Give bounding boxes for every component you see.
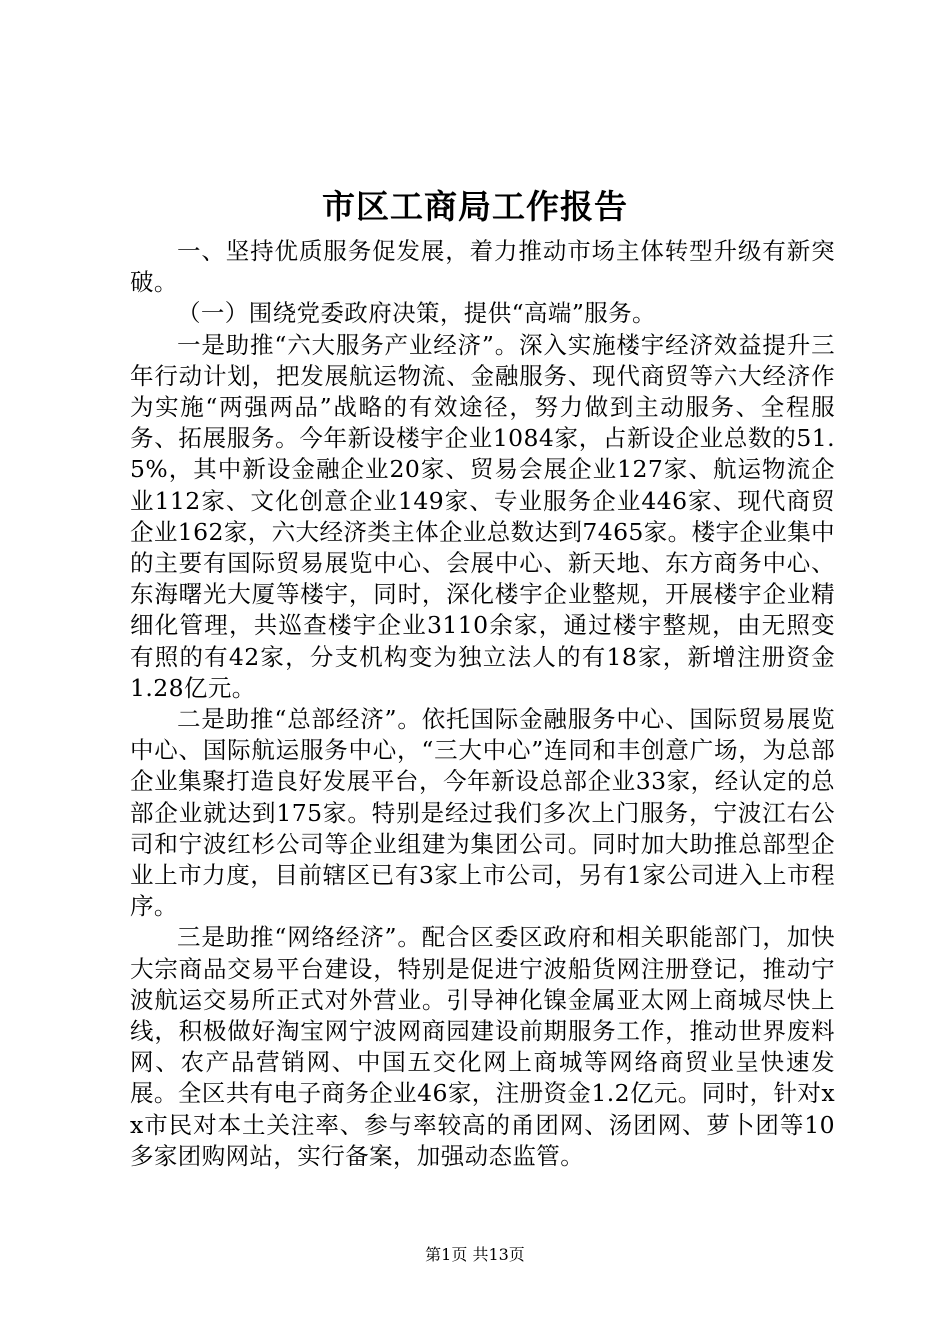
body-paragraph: 三是助推“网络经济”。配合区委区政府和相关职能部门，加快大宗商品交易平台建设，特别是促进宁波船货网注册登记，推动宁波航运交易所正式对外营业。引导神化镍金属亚太网上商城尽快上线，积极做好淘宝网宁波网商园建设前期服务工作，推动世界废料网、农产品营销网、中国五交化网上商城等网络商贸业呈快速发展。全区共有电子商务企业46家，注册资金1.2亿元。同时，针对xx市民对本土关注率、参与率较高的甬团网、汤团网、萝卜团等10多家团购网站，实行备案，加强动态监管。 xyxy=(130,923,835,1170)
section-heading-paragraph: 一、坚持优质服务促发展，着力推动市场主体转型升级有新突破。 xyxy=(130,237,835,297)
subsection-heading-paragraph: （一）围绕党委政府决策，提供“高端”服务。 xyxy=(177,299,656,328)
document-title: 市区工商局工作报告 xyxy=(322,187,628,226)
document-body xyxy=(130,236,835,1172)
page-number-footer: 第1页 共13页 xyxy=(425,1245,525,1264)
body-paragraph: 二是助推“总部经济”。依托国际金融服务中心、国际贸易展览中心、国际航运服务中心，“三大中心”连同和丰创意广场，为总部企业集聚打造良好发展平台，今年新设总部企业33家，经认定的总部企业就达到175家。特别是经过我们多次上门服务，宁波江右公司和宁波红杉公司等企业组建为集团公司。同时加大助推总部型企业上市力度，目前辖区已有3家上市公司，另有1家公司进入上市程序。 xyxy=(130,705,835,921)
body-paragraph: 一是助推“六大服务产业经济”。深入实施楼宇经济效益提升三年行动计划，把发展航运物流、金融服务、现代商贸等六大经济作为实施“两强两品”战略的有效途径，努力做到主动服务、全程服务、拓展服务。今年新设楼宇企业1084家，占新设企业总数的51.5%，其中新设金融企业20家、贸易会展企业127家、航运物流企业112家、文化创意企业149家、专业服务企业446家、现代商贸企业162家，六大经济类主体企业总数达到7465家。楼宇企业集中的主要有国际贸易展览中心、会展中心、新天地、东方商务中心、东海曙光大厦等楼宇，同时，深化楼宇企业整规，开展楼宇企业精细化管理，共巡查楼宇企业3110余家，通过楼宇整规，由无照变有照的有42家，分支机构变为独立法人的有18家，新增注册资金1.28亿元。 xyxy=(130,330,835,702)
